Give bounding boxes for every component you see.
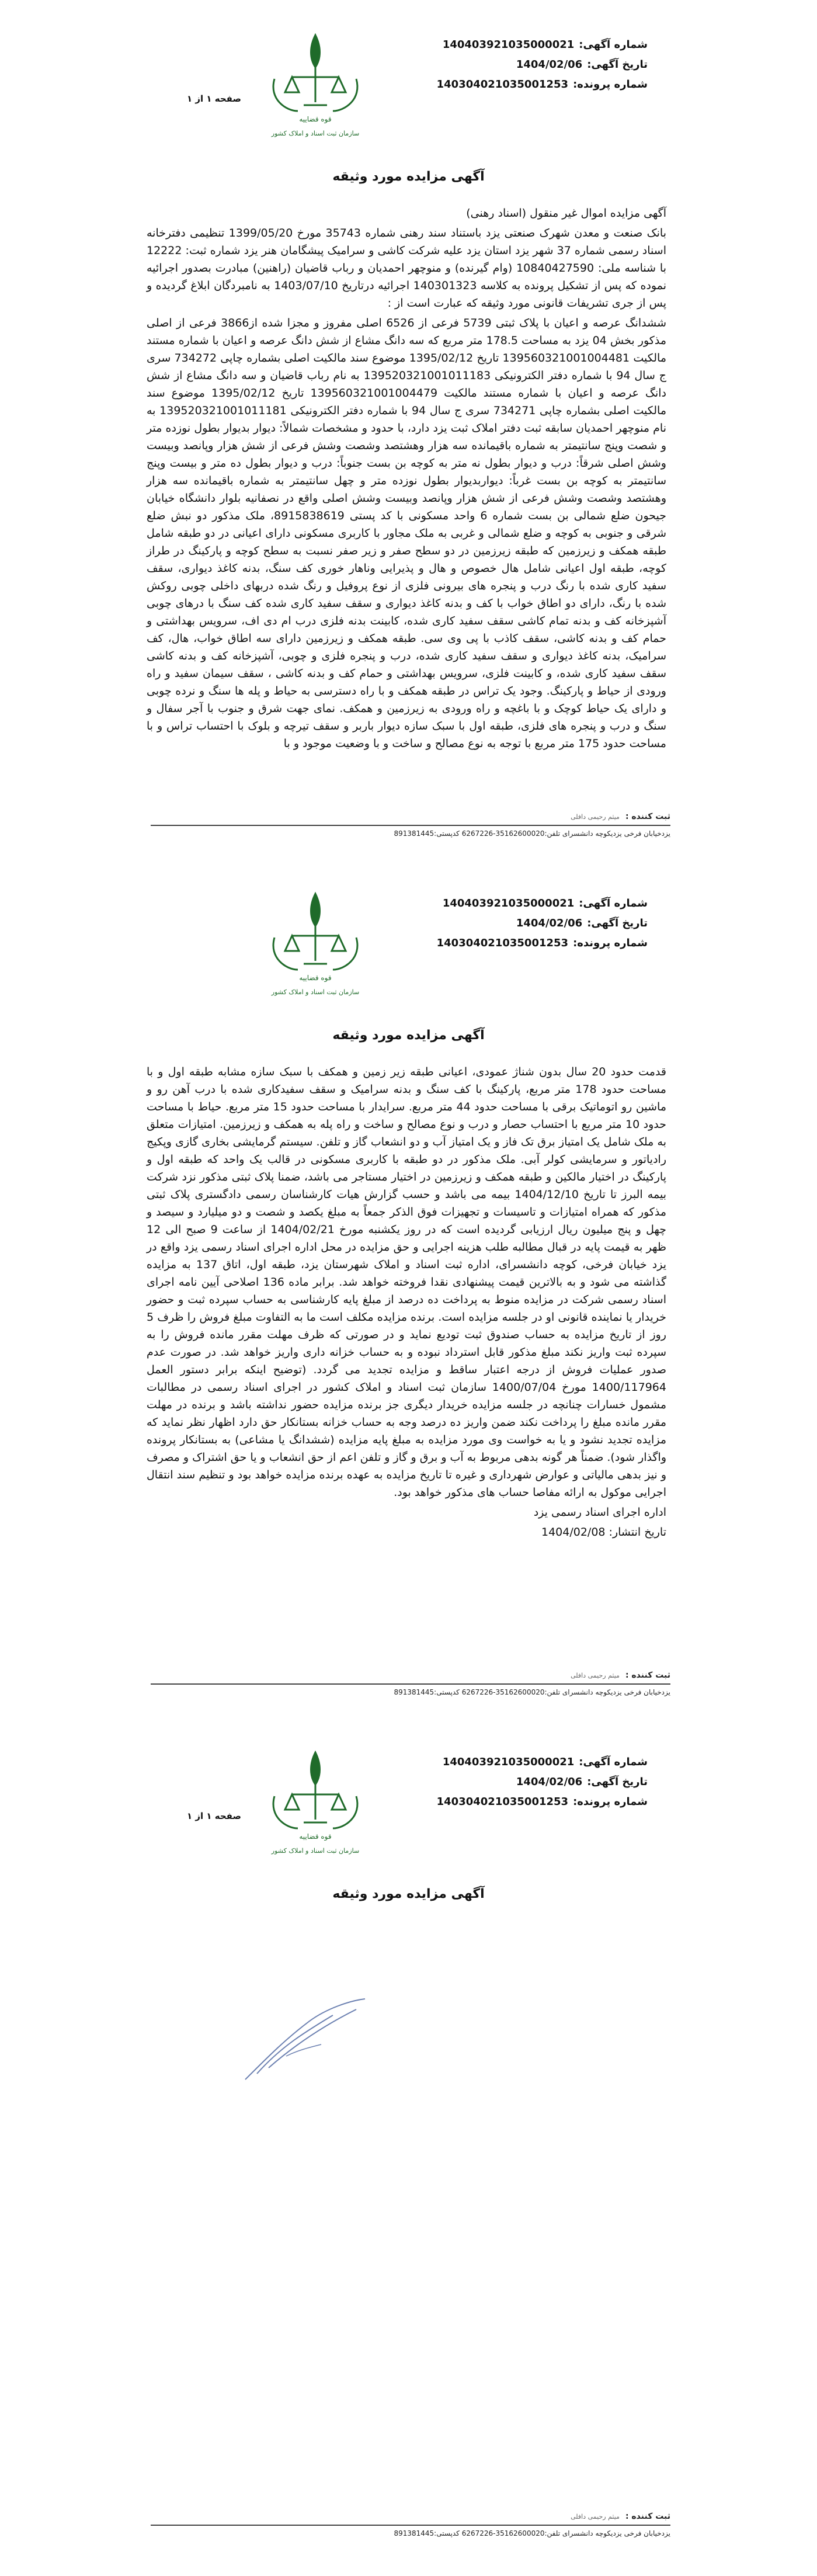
emblem-top-text: قوه قضاییه [299,974,332,982]
footer-divider [151,1683,670,1685]
notice-number-label: شماره آگهی: [579,39,648,51]
page-number: صفحه ۱ از ۱ [187,93,241,104]
emblem-top-text: قوه قضاییه [299,115,332,123]
page-header [0,23,817,146]
notice-number-label: شماره آگهی: [579,1756,648,1768]
document-page-3 [0,1717,817,2576]
emblem-top-text: قوه قضاییه [299,1832,332,1841]
notice-meta [402,35,648,95]
case-number: 140304021035001253 [436,78,569,91]
page-header [0,1741,817,1863]
notice-number: 140403921035000021 [442,39,575,51]
emblem-caption: سازمان ثبت اسناد و املاک کشور [271,988,360,996]
page-footer [151,2512,670,2537]
paragraph: بانک صنعت و معدن شهرک صنعتی یزد باستناد سند رهنی شماره 35743 مورخ 1399/05/20 تنظیمی دفترخانه اسناد رسمی شماره 37 شهر یزد استان یزد علیه شرکت کاشی و سرامیک پیشگامان هنر یزد شماره ثبت: 12222 با شناسه ملی: 10840427590 (وام گیرنده) و منوچهر احمدیان و رباب قاضیان (راهنین) مبادرت بصدور اجرائیه نموده که پس از تشکیل پرونده به کلاسه 140301323 اجرائیه درتاریخ 1403/07/10 به نامبردگان ابلاغ گردیده و پس از جری تشریفات قانونی مورد وثیقه که عبارت است از : [147,227,667,310]
case-number-label: شماره پرونده: [573,78,648,91]
judiciary-emblem-icon [257,23,374,146]
document-page-1 [0,0,817,859]
page-footer [151,812,670,838]
signature-icon [234,1992,374,2085]
notice-number: 140403921035000021 [442,897,575,909]
footer-address: یزدخیابان فرخی یزدیکوچه دانشسرای تلفن:35162600020-6267226 کدپستی:891381445 [394,2529,670,2537]
footer-divider [151,825,670,826]
registrar-label: ثبت کننده : [625,2512,670,2521]
notice-date: 1404/02/06 [516,917,583,929]
case-number-label: شماره پرونده: [573,1796,648,1808]
notice-date-label: تاریخ آگهی: [587,1776,648,1788]
issuing-office: اداره اجرای اسناد رسمی یزد [533,1506,666,1519]
document-page-2 [0,859,817,1717]
registrar-label: ثبت کننده : [625,1671,670,1680]
notice-body [147,204,666,755]
judiciary-emblem-icon [257,1741,374,1863]
paragraph: قدمت حدود 20 سال بدون شناژ عمودی، اعیانی طبقه زیر زمین و همکف با سبک سازه مشابه طبقه اول و با مساحت حدود 178 متر مربع، پارکینگ با کف سنگ و بدنه سرامیک و سقف سفیدکاری شده با درب آهن رو و ماشین رو اتوماتیک برقی با مساحت حدود 44 متر مربع. سرایدار با مساحت حدود 15 متر مربع. حیاط با مساحت حدود 10 متر مربع با احتساب حصار و درب و نوع مصالح و ساخت و راه پله به همکف و زیرزمین. امتیازات متعلق به ملک شامل یک امتیاز برق تک فاز و یک امتیاز آب و دو انشعاب گاز و تلفن. سیستم گرمایشی بخاری گازی وپکیج رادیاتور و سرمایشی کولر آبی. ملک مذکور در دو طبقه با کاربری مسکونی در قالب یک واحد که طبقه اول و پارکینگ در اختیار مالکین و طبقه همکف و زیرزمین در اختیار مستاجر می باشد، ضمنا پلاک ثبتی مذکور نزد شرکت بیمه البرز تا تاریخ 1404/12/10 بیمه می باشد و حسب گزارش هیات کارشناسان رسمی دادگستری پلاک ثبتی مذکور که همراه امتیازات و تاسیسات و تجهیزات فوق الذکر جمعاً به مبلغ یکصد و شصت و دو میلیارد و سیصد و چهل و پنج میلیون ریال ارزیابی گردیده است که در روز یکشنبه مورخ 1404/02/21 از ساعت 9 صبح الی 12 ظهر به قیمت پایه در قبال مطالبه طلب هزینه اجرایی و حق مزایده در محل اداره اجرای اسناد رسمی یزد واقع در یزد خیابان فرخی، کوچه دانشسرای، اداره ثبت اسناد و املاک شهرستان یزد، طبقه اول، اتاق 137 به مزایده گذاشته می شود و به بالاترین قیمت پیشنهادی نقدا فروخته خواهد شد. برابر ماده 136 اصلاحی آیین نامه اجرای اسناد رسمی شرکت در مزایده منوط به پرداخت ده درصد از مبلغ پایه کارشناسی به حساب سپرده ثبت و حضور خریدار یا نماینده قانونی او در جلسه مزایده است. برنده مزایده مکلف است ما به التفاوت مبلغ فروش را ظرف 5 روز از تاریخ مزایده به حساب صندوق ثبت تودیع نماید و در صورتی که ظرف مهلت مقرر مانده فروش را به سپرده ثبت واریز نکند مبلغ مذکور قابل استرداد نبوده و به حساب خزانه داری واریز خواهد شد. در صورت عدم صدور عملیات فروش از درجه اعتبار ساقط و مزایده تجدید می گردد. (توضیح اینکه برابر دستور العمل 1400/117964 مورخ 1400/07/04 سازمان ثبت اسناد و املاک کشور در اجرای اسناد رسمی در مطالبات مشمول خسارات چنانچه در جلسه مزایده خریدار دیگری جز برنده مزایده حضور نداشته باشد و برنده در مهلت مقرر مانده مبلغ را پرداخت نکند ضمن واریز ده درصد وجه به حساب خزانه بستانکار حق دارد اظهار نظر نماید که مزایده تجدید نشود و یا به خواست وی مورد مزایده به مبلغ پایه مزایده (ششدانگ یا مشاعی) به بستانکار پرونده واگذار شود). ضمناً هر گونه بدهی مربوط به آب و برق و گاز و تلفن اعم از حق انشعاب و یا حق اشتراک و مصرف و نیز بدهی مالیاتی و عوارض شهرداری و غیره تا تاریخ مزایده به عهده برنده مزایده خواهد بود و تنظیم سند انتقال اجرایی موکول به ارائه مفاصا حساب های مذکور خواهد بود. [146,1065,667,1499]
notice-body [147,1063,666,1543]
registrar-name: میثم رحیمی دافلی [571,2513,620,2521]
notice-title: آگهی مزایده مورد وثیقه [332,1028,485,1043]
registrar-name: میثم رحیمی دافلی [571,813,620,821]
case-number: 140304021035001253 [436,937,569,949]
notice-date-label: تاریخ آگهی: [587,917,648,929]
page-header [0,882,817,1005]
footer-address: یزدخیابان فرخی یزدیکوچه دانشسرای تلفن:35162600020-6267226 کدپستی:891381445 [394,829,670,838]
judiciary-emblem-icon [257,882,374,1005]
emblem-caption: سازمان ثبت اسناد و املاک کشور [271,130,360,137]
registrar-label: ثبت کننده : [625,812,670,821]
paragraph: ششدانگ عرصه و اعیان با پلاک ثبتی 5739 فرعی از 6526 اصلی مفروز و مجزا شده از3866 فرعی از اصلی مذکور بخش 04 یزد به مساحت 178.5 متر مربع که سه دانگ مشاع از شش دانگ عرصه و اعیان با شماره مستند مالکیت 139560321001004481 تاریخ 1395/02/12 موضوع سند مالکیت اصلی بشماره چاپی 734272 سری ج سال 94 با شماره دفتر الکترونیکی 139520321001011183 به نام رباب قاضیان و سه دانگ مشاع از شش دانگ عرصه و اعیان با شماره مستند مالکیت 139560321001004479 تاریخ 1395/02/12 موضوع سند مالکیت اصلی بشماره چاپی 734271 سری ج سال 94 با شماره دفتر الکترونیکی 139520321001011181 به نام منوچهر احمدیان سابقه ثبت دفتر املاک ثبت یزد دارد، با حدود و مشخصات شمالاً: دیوار بدیوار بطول نوزده متر و شصت وپنج سانتیمتر به شماره باقیمانده سه هزار وهشتصد وشصت وشش فرعی از شش هزار وپانصد وبیست وشش اصلی شرقاً: درب و دیوار بطول نه متر به کوچه بن بست جنوباً: درب و دیوار بطول ده متر و بیست وپنج سانتیمتر به کوچه بن بست غرباً: دیواربدیوار بطول نوزده متر و چهل سانتیمتر به شماره باقیمانده سه هزار وهشتصد وشصت وشش فرعی از شش هزار وپانصد وبیست وشش اصلی واقع در نصفانیه بلوار دانشگاه خیابان جیحون ضلع شمالی بن بست شماره 6 واحد مسکونی با کد پستی 8915838619، ملک مذکور دو نبش ضلع شرقی و جنوبی به کوچه و ضلع شمالی و غربی به ملک مجاور با کاربری مسکونی دارای اعیانی در دو طبقه شامل طبقه همکف و زیرزمین که طبقه زیرزمین در دو سطح صفر و زیر صفر نسبت به سطح کوچه و پارکینگ در طراز کوچه، طبقه اول اعیانی شامل هال خصوص و هال و پذیرایی وناهار خوری کف سنگ، بدنه کاغذ دیواری، سقف سفید کاری شده با رنگ درب و پنجره های بیرونی فلزی از نوع پروفیل و رنگ شده دربهای داخلی چوبی روکش شده با رنگ، دارای دو اطاق خواب با کف و بدنه کاغذ دیواری و سقف سفید کاری شده کف سنگ با درهای چوبی آشپزخانه کف و بدنه تمام کاشی سقف سفید کاری شده، کابینت بدنه فلزی درب ام دی اف، سرویس بهداشتی و حمام کف و بدنه کاشی، سقف کاذب با پی وی سی. طبقه همکف و زیرزمین دارای سه اطاق خواب، هال، کف سرامیک، بدنه کاغذ دیواری و سقف سفید کاری شده، درب و پنجره فلزی و چوبی، آشپزخانه کف و بدنه کاشی سقف سفید کاری شده، و کابینت فلزی، سرویس بهداشتی و حمام کف و بدنه کاشی ، سقف سیمان سفید و راه ورودی از حیاط و پارکینگ. وجود یک تراس در طبقه همکف و با راه دسترسی به حیاط و پله ها سنگ و نرده چوبی و دارای یک حیاط کوچک و با باغچه و راه ورودی به زیرزمین و همکف. نمای جهت شرق و جنوب با آجر سفال و سنگ و درب و پنجره های فلزی، طبقه اول با سبک سازه دیوار باربر و سقف تیرچه و بلوک با احتساب تراس و با مساحت حدود 175 متر مربع با توجه به نوع مصالح و ساخت و با وضعیت موجود و با [147,317,667,750]
registrar-name: میثم رحیمی دافلی [571,1672,620,1679]
emblem-caption: سازمان ثبت اسناد و املاک کشور [271,1847,360,1855]
notice-date: 1404/02/06 [516,1776,583,1788]
paragraph: آگهی مزایده اموال غیر منقول (اسناد رهنی) [466,207,666,220]
notice-date: 1404/02/06 [516,58,583,71]
notice-title: آگهی مزایده مورد وثیقه [332,169,485,184]
publication-date: تاریخ انتشار: 1404/02/08 [541,1526,666,1539]
page-number: صفحه ۱ از ۱ [187,1811,241,1821]
case-number-label: شماره پرونده: [573,937,648,949]
notice-meta [402,894,648,953]
case-number: 140304021035001253 [436,1796,569,1808]
notice-meta [402,1752,648,1812]
notice-number-label: شماره آگهی: [579,897,648,909]
page-footer [151,1671,670,1696]
notice-date-label: تاریخ آگهی: [587,58,648,71]
notice-number: 140403921035000021 [442,1756,575,1768]
footer-divider [151,2525,670,2526]
notice-title: آگهی مزایده مورد وثیقه [332,1887,485,1901]
footer-address: یزدخیابان فرخی یزدیکوچه دانشسرای تلفن:35162600020-6267226 کدپستی:891381445 [394,1688,670,1696]
